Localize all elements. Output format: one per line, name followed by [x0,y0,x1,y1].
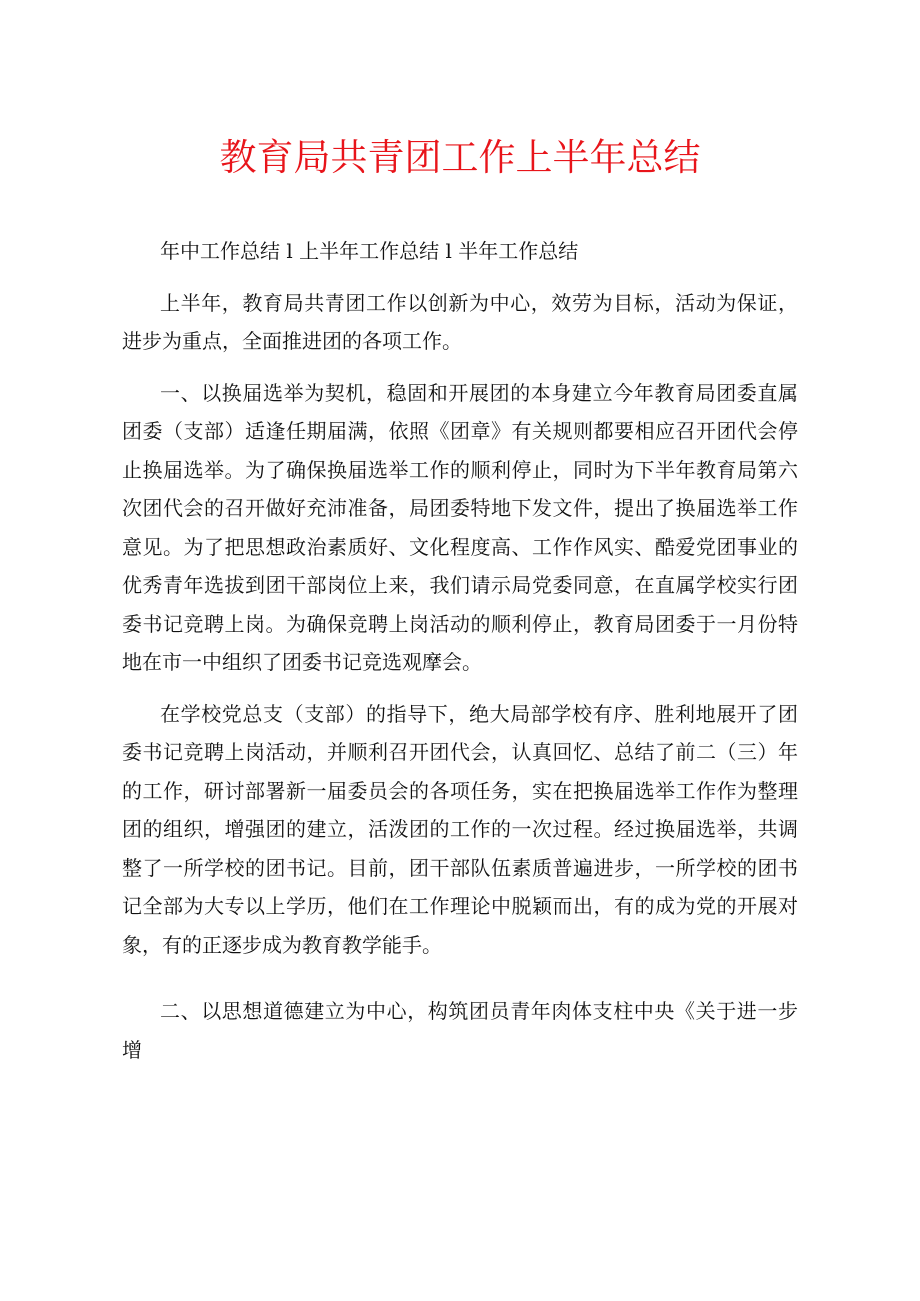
tags-line: 年中工作总结 l 上半年工作总结 l 半年工作总结 [160,239,579,263]
paragraph-section-two: 二、以思想道德建立为中心，构筑团员青年肉体支柱中央《关于进一步增 [122,999,798,1062]
document-body [122,232,798,1082]
document-title: 教育局共青团工作上半年总结 [219,136,701,179]
paragraph-intro: 上半年，教育局共青团工作以创新为中心，效劳为目标，活动为保证，进步为重点，全面推进团的各项工作。 [122,290,798,353]
paragraph-section-one: 一、以换届选举为契机，稳固和开展团的本身建立今年教育局团委直属团委（支部）适逢任期届满，依照《团章》有关规则都要相应召开团代会停止换届选举。为了确保换届选举工作的顺利停止，同时为下半年教育局第六次团代会的召开做好充沛准备，局团委特地下发文件，提出了换届选举工作意见。为了把思想政治素质好、文化程度高、工作作风实、酷爱党团事业的优秀青年选拔到团干部岗位上来，我们请示局党委同意，在直属学校实行团委书记竞聘上岗。为确保竞聘上岗活动的顺利停止，教育局团委于一月份特地在市一中组织了团委书记竞选观摩会。 [122,380,798,674]
paragraph-section-one-continued: 在学校党总支（支部）的指导下，绝大局部学校有序、胜利地展开了团委书记竞聘上岗活动，并顺利召开团代会，认真回忆、总结了前二（三）年的工作，研讨部署新一届委员会的各项任务，实在把换届选举工作作为整理团的组织，增强团的建立，活泼团的工作的一次过程。经过换届选举，共调整了一所学校的团书记。目前，团干部队伍素质普遍进步，一所学校的团书记全部为大专以上学历，他们在工作理论中脱颖而出，有的成为党的开展对象，有的正逐步成为教育教学能手。 [122,701,798,957]
